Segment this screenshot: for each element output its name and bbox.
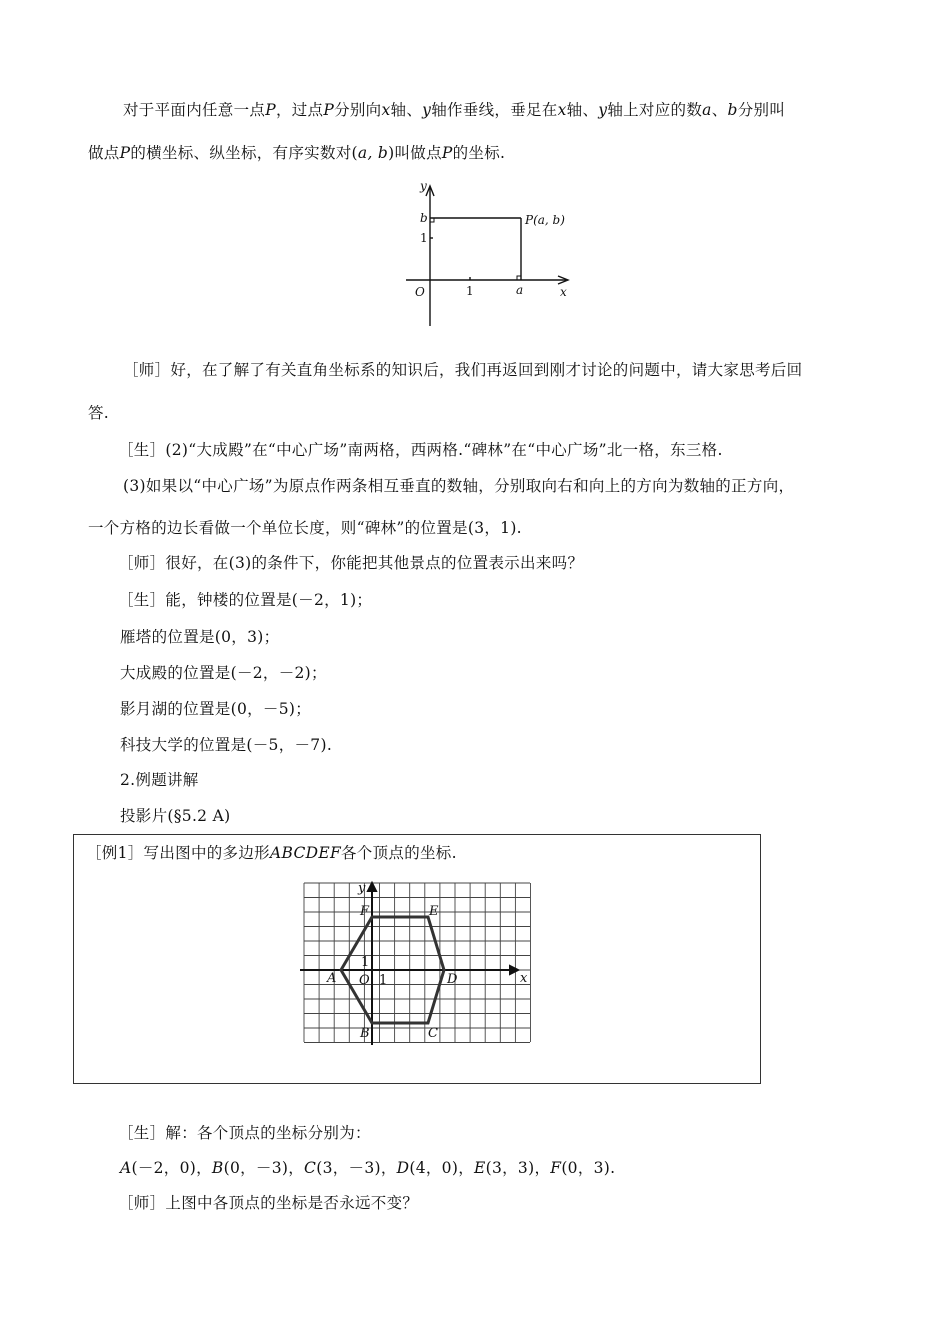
intro-line-2: 做点P的横坐标、纵坐标，有序实数对(a, b)叫做点P的坐标. [88,144,506,162]
y-tick-label: 1 [361,955,370,970]
coord-value: (3，3)， [485,1159,551,1177]
origin-label: O [359,973,370,988]
intro-line-1: 对于平面内任意一点P，过点P分别向x轴、y轴作垂线，垂足在x轴、y轴上对应的数a、b分别叫 [123,101,786,119]
label-b: b [420,211,428,225]
example-title: ［例1］写出图中的多边形ABCDEF各个顶点的坐标. [86,844,457,862]
vertex-e-label: E [429,904,439,919]
vertex-c-label: C [428,1026,438,1041]
answer-line-3: ［师］上图中各顶点的坐标是否永远不变？ [118,1194,419,1212]
y-tick-label: 1 [420,231,428,245]
dialogue-line: 科技大学的位置是(－5，－7). [120,736,333,754]
dialogue-line: 答. [88,404,110,422]
x-axis-arrow [510,966,518,974]
vertex-a-label: A [327,971,337,986]
dialogue-line: 一个方格的边长看做一个单位长度，则“碑林”的位置是(3，1). [88,519,522,537]
grid [304,883,531,1043]
coord-value: (0，－3)， [223,1159,305,1177]
y-axis-label: y [420,179,427,193]
vertex-b-label: B [360,1026,370,1041]
x-tick-label: 1 [466,284,474,298]
dialogue-line: 大成殿的位置是(－2，－2)； [120,664,327,682]
coord-name: F [550,1159,562,1177]
dialogue-line: ［师］好，在了解了有关直角坐标系的知识后，我们再返回到刚才讨论的问题中，请大家思考后回 [123,361,803,379]
coord-value: (3，－3)， [316,1159,397,1177]
coord-name: B [211,1159,224,1177]
point-p-label: P(a, b) [525,213,565,227]
section-heading: 2.例题讲解 [120,771,199,789]
coord-name: C [304,1159,317,1177]
coord-name: E [474,1159,486,1177]
dialogue-line: ［师］很好，在(3)的条件下，你能把其他景点的位置表示出来吗？ [118,554,584,572]
x-tick-label: 1 [379,973,388,988]
answer-line-1: ［生］解：各个顶点的坐标分别为： [118,1124,371,1142]
polygon-grid-figure [300,879,540,1047]
dialogue-line: ［生］(2)“大成殿”在“中心广场”南两格，西两格.“碑林”在“中心广场”北一格，东三格. [118,441,723,459]
label-a: a [516,283,524,297]
origin-label: O [415,285,425,299]
dialogue-line: ［生］能，钟楼的位置是(－2，1)； [118,591,373,609]
vertex-f-label: F [360,904,370,919]
coord-value: (－2，0)， [131,1159,212,1177]
vertex-d-label: D [447,972,458,987]
slide-reference: 投影片(§5.2 A) [120,807,231,825]
answer-coordinates [120,1158,615,1178]
coord-value: (0，3). [561,1159,616,1177]
coord-value: (4，0)， [409,1159,474,1177]
coord-name: A [120,1159,132,1177]
coord-name: D [396,1159,410,1177]
dialogue-line: (3)如果以“中心广场”为原点作两条相互垂直的数轴，分别取向右和向上的方向为数轴的正方向， [123,477,795,495]
coordinate-figure-p [400,176,590,332]
dialogue-line: 影月湖的位置是(0，－5)； [120,700,312,718]
dialogue-line: 雁塔的位置是(0，3)； [120,628,280,646]
x-axis-label: x [520,971,528,986]
y-axis-label: y [358,881,366,896]
x-axis-label: x [560,285,567,299]
y-axis-arrow [368,883,376,891]
